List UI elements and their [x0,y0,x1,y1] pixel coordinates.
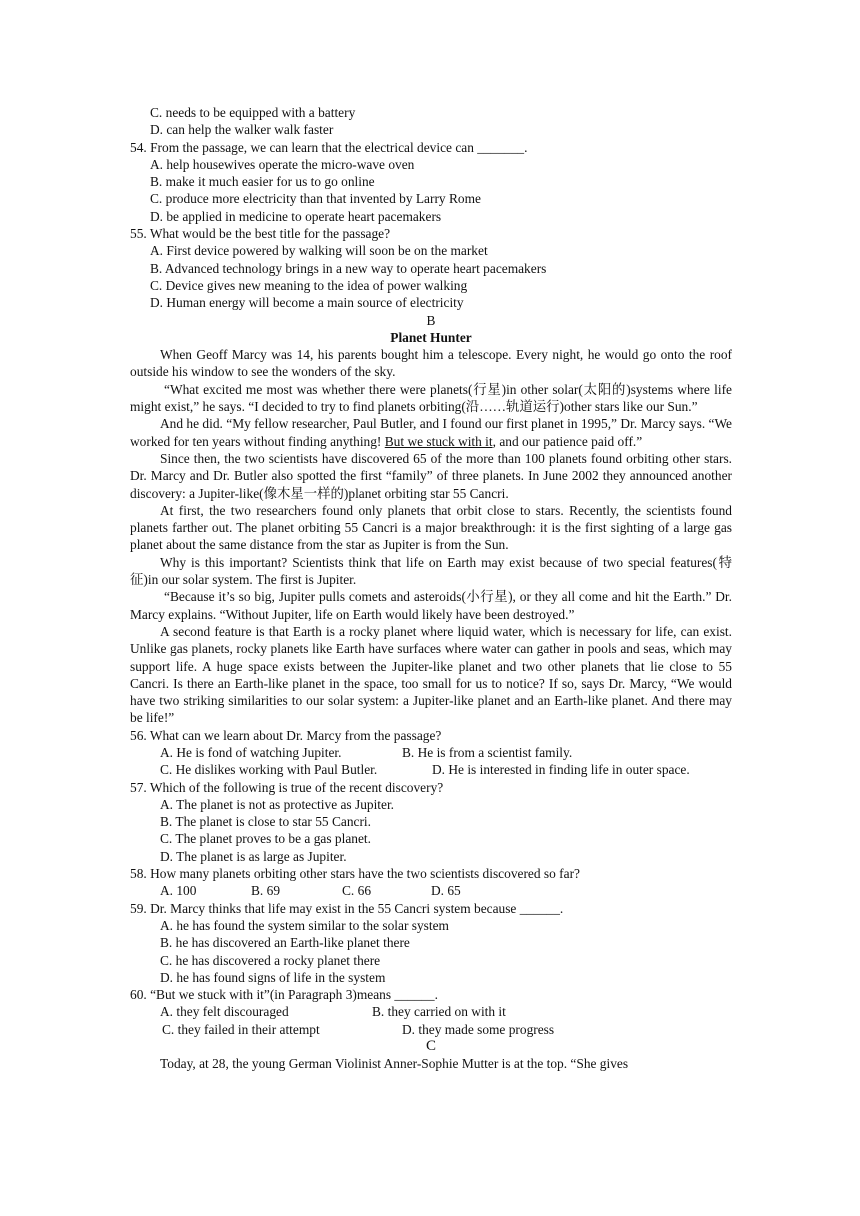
passage-b-paragraph-8: A second feature is that Earth is a rocky planet where liquid water, which is necessary for life, can exist. Unlike gas planets, rocky planets like Earth have surfaces where water can gather in pools and seas, which may support life. A huge space exists between the Jupiter-like planet and two other planets that lie close to 55 Cancri. Is there an Earth-like planet in the space, too small for us to notice? If so, says Dr. Marcy, “We would have two striking similarities to our solar system: a Jupiter-like planet and an Earth-like planet. And there may be life!” [130,623,732,726]
passage-title: Planet Hunter [390,329,472,345]
q58-option-c: C. 66 [342,883,372,899]
q57-option-d: D. The planet is as large as Jupiter. [160,848,347,864]
q57-option-b: B. The planet is close to star 55 Cancri. [160,814,371,830]
q60-option-d: D. they made some progress [402,1021,555,1037]
passage-b-paragraph-5: At first, the two researchers found only planets that orbit close to stars. Recently, the scientists found planets farther out. The planet orbiting 55 Cancri is a major breakthrough: it is the first sighting of a large gas planet about the same distance from the star as Jupiter is from the Sun. [130,502,732,553]
underlined-phrase: But we stuck with it [384,433,493,449]
q53-option-c: C. needs to be equipped with a battery [150,105,356,120]
q58-option-a: A. 100 [160,883,197,899]
q56-row-cd [130,761,732,778]
q55-option-a: A. First device powered by walking will soon be on the market [150,243,488,259]
q60-option-c: C. they failed in their attempt [162,1021,320,1037]
q59-stem: 59. Dr. Marcy thinks that life may exist in the 55 Cancri system because ______. [130,900,564,916]
q58-option-d: D. 65 [431,883,461,899]
q55-option-d: D. Human energy will become a main source of electricity [150,295,464,311]
q56-option-a: A. He is fond of watching Jupiter. [160,744,342,760]
q59-option-b: B. he has discovered an Earth-like planet there [160,935,410,951]
q58-stem: 58. How many planets orbiting other stars have the two scientists discovered so far? [130,866,580,882]
passage-b-paragraph-6: Why is this important? Scientists think that life on Earth may exist because of two special features(特征)in our solar system. The first is Jupiter. [130,554,732,588]
q60-stem: 60. “But we stuck with it”(in Paragraph 3)means ______. [130,987,438,1003]
q54-option-b: B. make it much easier for us to go online [150,174,375,190]
q57-option-c: C. The planet proves to be a gas planet. [160,831,371,847]
q56-stem: 56. What can we learn about Dr. Marcy from the passage? [130,727,442,743]
q60-option-a: A. they felt discouraged [160,1004,289,1020]
q60-option-b: B. they carried on with it [372,1004,506,1020]
paragraph-3-text-b: , and our patience paid off.” [492,433,643,449]
q53-option-d: D. can help the walker walk faster [150,122,334,138]
passage-b-paragraph-1: When Geoff Marcy was 14, his parents bought him a telescope. Every night, he would go onto the roof outside his window to see the wonders of the sky. [130,347,732,380]
q57-option-a: A. The planet is not as protective as Jupiter. [160,796,395,812]
q54-option-c: C. produce more electricity than that invented by Larry Rome [150,191,481,207]
passage-c-paragraph-1: Today, at 28, the young German Violinist Anner-Sophie Mutter is at the top. “She gives [160,1056,629,1072]
q55-stem: 55. What would be the best title for the passage? [130,226,391,242]
q54-stem: 54. From the passage, we can learn that the electrical device can _______. [130,139,528,155]
q56-option-d: D. He is interested in finding life in outer space. [432,762,690,778]
q54-option-d: D. be applied in medicine to operate heart pacemakers [150,208,442,224]
q58-option-b: B. 69 [251,883,281,899]
q56-option-b: B. He is from a scientist family. [402,744,573,760]
section-b-letter: B [426,312,436,328]
q59-option-c: C. he has discovered a rocky planet there [160,952,381,968]
q55-option-c: C. Device gives new meaning to the idea of power walking [150,277,468,293]
q54-option-a: A. help housewives operate the micro-wave oven [150,156,415,172]
q56-row-ab [130,744,732,761]
passage-b-paragraph-7: “Because it’s so big, Jupiter pulls comets and asteroids(小行星), or they all come and hit the Earth.” Dr. Marcy explains. “Without Jupiter, life on Earth would likely have been destroyed.” [130,589,732,622]
q58-options-row [130,882,732,899]
passage-b-paragraph-3 [130,415,732,450]
q55-option-b: B. Advanced technology brings in a new way to operate heart pacemakers [150,260,547,276]
exam-page [130,104,732,1073]
q56-option-c: C. He dislikes working with Paul Butler. [160,762,378,778]
section-c-letter: C [425,1038,436,1055]
q59-option-a: A. he has found the system similar to the solar system [160,917,449,933]
passage-b-paragraph-4: Since then, the two scientists have discovered 65 of the more than 100 planets found orbiting other stars. Dr. Marcy and Dr. Butler also spotted the first “family” of three planets. In June 2002 they announced another discovery: a Jupiter-like(像木星一样的)planet orbiting star 55 Cancri. [130,450,732,501]
q57-stem: 57. Which of the following is true of the recent discovery? [130,779,444,795]
passage-b-paragraph-2: “What excited me most was whether there were planets(行星)in other solar(太阳的)systems where life might exist,” he says. “I decided to try to find planets orbiting(沿……轨道运行)other stars like our Sun.” [130,381,732,415]
q60-row-ab [130,1003,732,1020]
paragraph-3-text-a: And he did. “My fellow researcher, Paul Butler, and I found our first planet in 1995,” Dr. Marcy says. “We worked for ten years without finding anything! [130,416,732,449]
q59-option-d: D. he has found signs of life in the system [160,969,386,985]
q60-row-cd [130,1021,732,1038]
